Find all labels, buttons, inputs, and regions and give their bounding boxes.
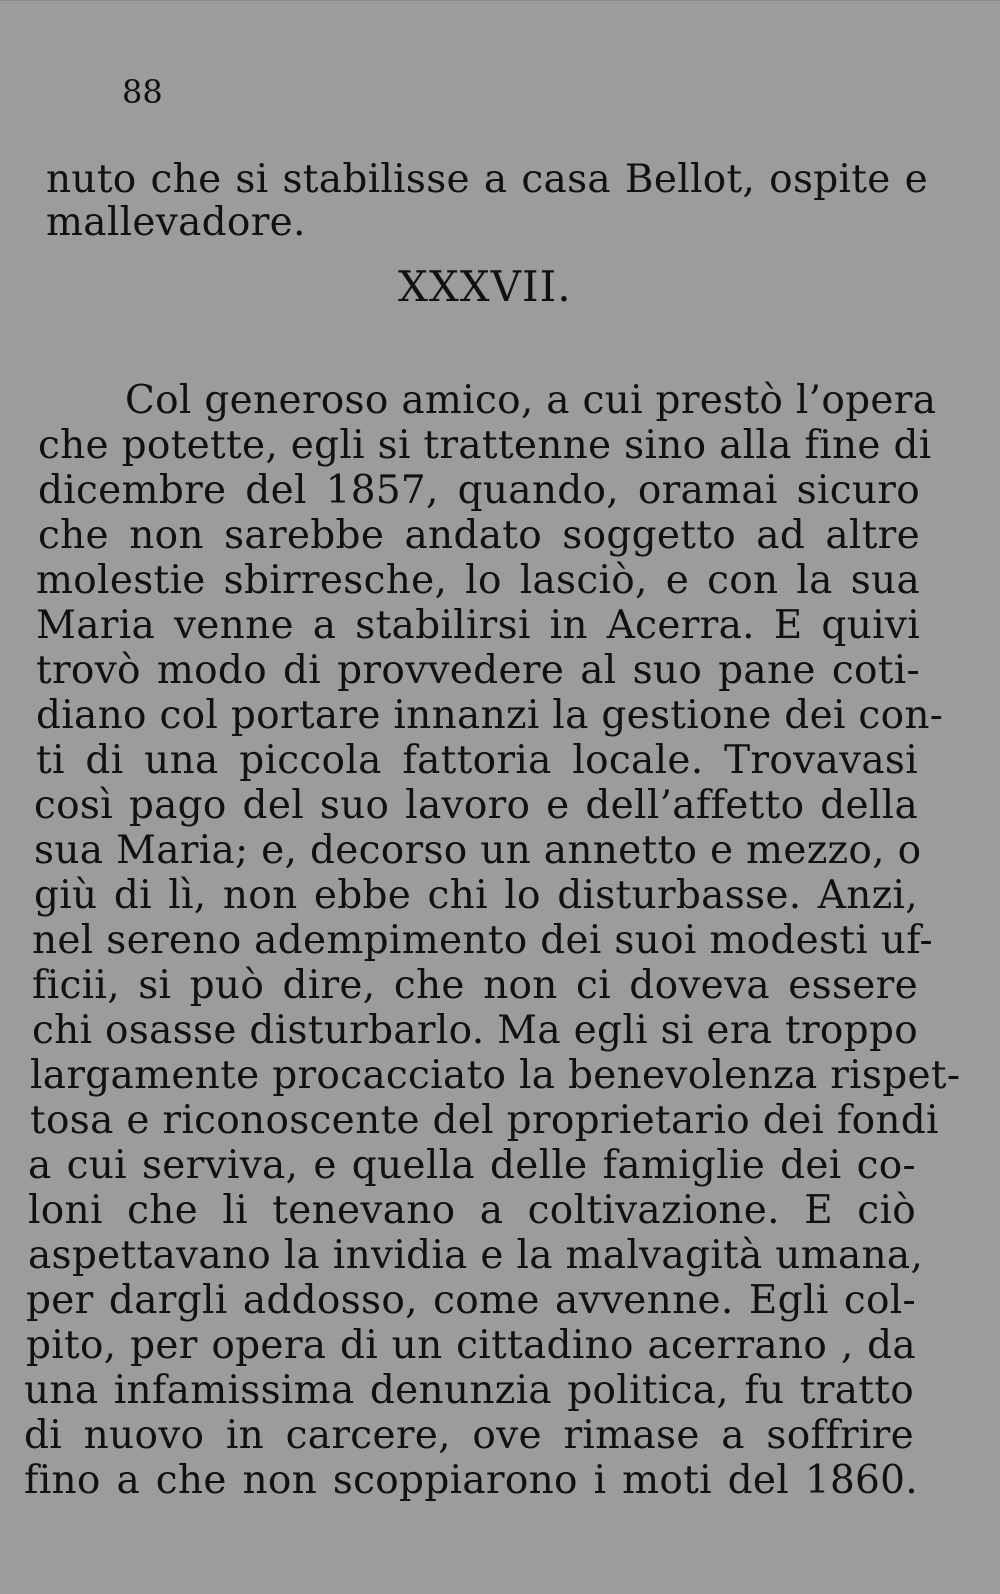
paragraph-line-13: nel sereno adempimento dei suoi modesti uf- xyxy=(32,918,934,963)
paragraph-line-2: che potette, egli si trattenne sino alla fine di xyxy=(38,423,932,468)
paragraph-line-22: pito, per opera di un cittadino acerrano , da xyxy=(26,1323,916,1368)
paragraph-line-7: trovò modo di provvedere al suo pane coti- xyxy=(36,648,920,693)
page-number: 88 xyxy=(122,73,163,111)
paragraph-line-8: diano col portare innanzi la gestione dei con- xyxy=(36,693,944,738)
paragraph-line-5: molestie sbirresche, lo lasciò, e con la sua xyxy=(36,558,920,603)
paragraph-line-15: chi osasse disturbarlo. Ma egli si era troppo xyxy=(32,1008,918,1053)
paragraph-line-25: fino a che non scoppiarono i moti del 1860. xyxy=(24,1458,918,1503)
page-top-edge xyxy=(0,0,1000,1)
continuation-line-1: nuto che si stabilisse a casa Bellot, ospite e xyxy=(46,157,928,202)
paragraph-line-17: tosa e riconoscente del proprietario dei fondi xyxy=(30,1098,939,1143)
paragraph-line-12: giù di lì, non ebbe chi lo disturbasse. Anzi, xyxy=(34,873,918,918)
paragraph-line-10: così pago del suo lavoro e dell’affetto della xyxy=(34,783,918,828)
paragraph-line-9: ti di una piccola fattoria locale. Trovavasi xyxy=(36,738,918,783)
paragraph-line-16: largamente procacciato la benevolenza rispet- xyxy=(30,1053,961,1098)
paragraph-line-6: Maria venne a stabilirsi in Acerra. E quivi xyxy=(36,603,920,648)
continuation-line-2: mallevadore. xyxy=(46,200,306,245)
paragraph-line-3: dicembre del 1857, quando, oramai sicuro xyxy=(38,468,920,513)
paragraph-line-21: per dargli addosso, come avvenne. Egli col- xyxy=(26,1278,916,1323)
paragraph-line-20: aspettavano la invidia e la malvagità umana, xyxy=(28,1233,924,1278)
paragraph-line-1: Col generoso amico, a cui prestò l’opera xyxy=(125,378,937,423)
paragraph-line-19: loni che li tenevano a coltivazione. E ciò xyxy=(28,1188,916,1233)
paragraph-line-4: che non sarebbe andato soggetto ad altre xyxy=(38,513,920,558)
chapter-heading: XXXVII. xyxy=(398,262,572,311)
paragraph-line-14: ficii, si può dire, che non ci doveva essere xyxy=(32,963,918,1008)
paragraph-line-11: sua Maria; e, decorso un annetto e mezzo, o xyxy=(34,828,922,873)
paragraph-line-23: una infamissima denunzia politica, fu tratto xyxy=(24,1368,914,1413)
paragraph-line-18: a cui serviva, e quella delle famiglie dei co- xyxy=(28,1143,916,1188)
paragraph-line-24: di nuovo in carcere, ove rimase a soffrire xyxy=(24,1413,914,1458)
